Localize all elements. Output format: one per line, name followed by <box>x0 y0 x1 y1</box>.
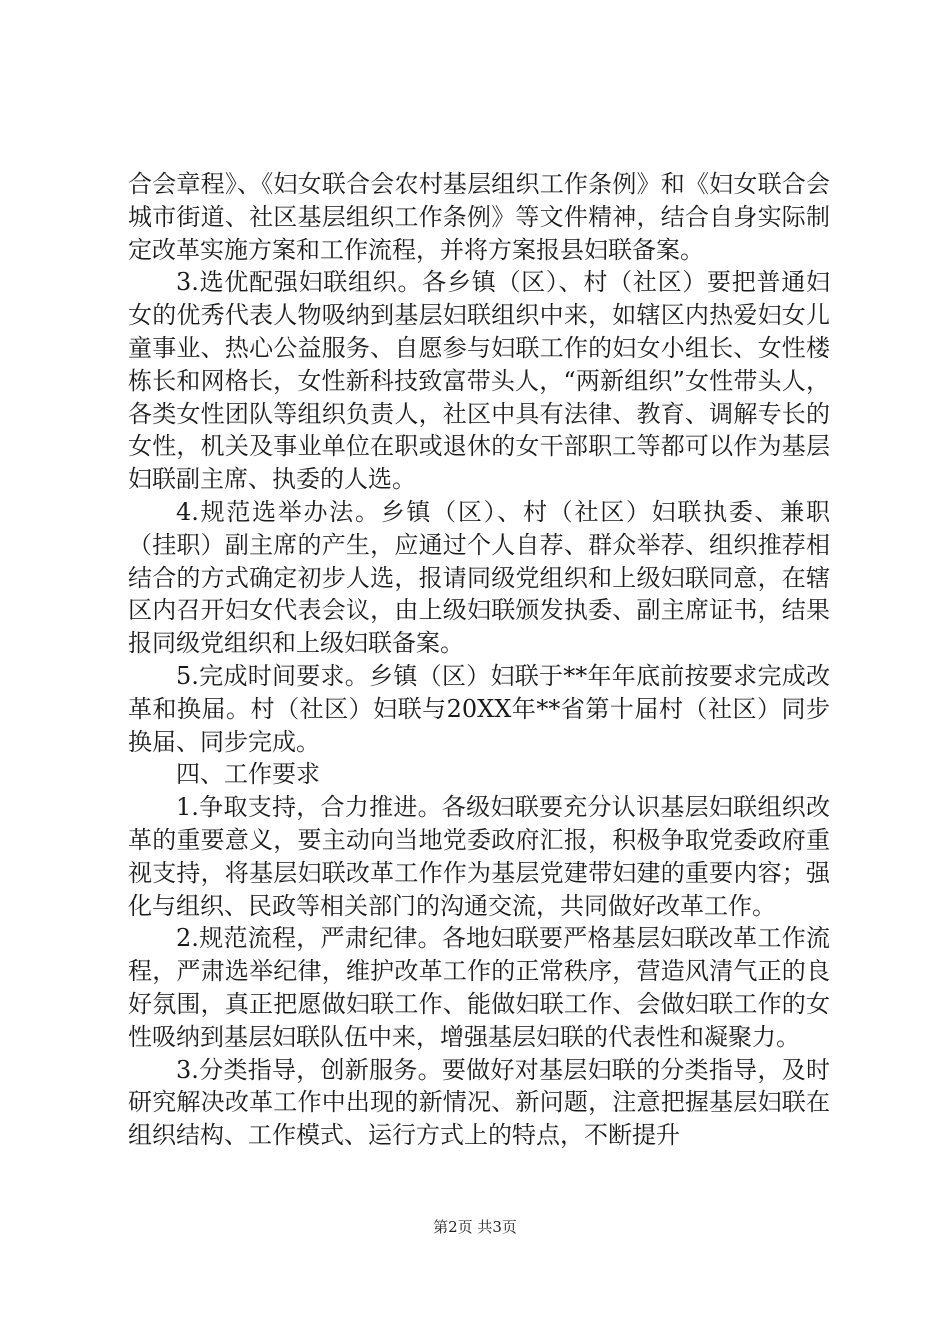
paragraph: 4.规范选举办法。乡镇（区）、村（社区）妇联执委、兼职（挂职）副主席的产生，应通过个人自荐、群众举荐、组织推荐相结合的方式确定初步人选，报请同级党组织和上级妇联同意，在辖区内召开妇女代表会议，由上级妇联颁发执委、副主席证书，结果报同级党组织和上级妇联备案。 <box>128 497 830 658</box>
section-heading: 四、工作要求 <box>176 760 320 789</box>
page-number-footer: 第2页 共3页 <box>433 1218 517 1236</box>
paragraph: 3.选优配强妇联组织。各乡镇（区）、村（社区）要把普通妇女的优秀代表人物吸纳到基层妇联组织中来，如辖区内热爱妇女儿童事业、热心公益服务、自愿参与妇联工作的妇女小组长、女性楼栋长和网格长，女性新科技致富带头人，“两新组织”女性带头人，各类女性团队等组织负责人，社区中具有法律、教育、调解专长的女性，机关及事业单位在职或退休的女干部职工等都可以作为基层妇联副主席、执委的人选。 <box>128 268 830 494</box>
document-body <box>128 168 830 1152</box>
paragraph: 5.完成时间要求。乡镇（区）妇联于**年年底前按要求完成改革和换届。村（社区）妇联与20XX年**省第十届村（社区）同步换届、同步完成。 <box>128 661 830 756</box>
paragraph: 1.争取支持，合力推进。各级妇联要充分认识基层妇联组织改革的重要意义，要主动向当地党委政府汇报，积极争取党委政府重视支持，将基层妇联改革工作作为基层党建带妇建的重要内容；强化与组织、民政等相关部门的沟通交流，共同做好改革工作。 <box>128 793 830 920</box>
paragraph: 合会章程》、《妇女联合会农村基层组织工作条例》和《妇女联合会城市街道、社区基层组织工作条例》等文件精神，结合自身实际制定改革实施方案和工作流程，并将方案报县妇联备案。 <box>128 170 830 264</box>
paragraph: 3.分类指导，创新服务。要做好对基层妇联的分类指导，及时研究解决改革工作中出现的新情况、新问题，注意把握基层妇联在组织结构、工作模式、运行方式上的特点，不断提升 <box>128 1055 830 1150</box>
paragraph: 2.规范流程，严肃纪律。各地妇联要严格基层妇联改革工作流程，严肃选举纪律，维护改革工作的正常秩序，营造风清气正的良好氛围，真正把愿做妇联工作、能做妇联工作、会做妇联工作的女性吸纳到基层妇联队伍中来，增强基层妇联的代表性和凝聚力。 <box>128 924 830 1051</box>
